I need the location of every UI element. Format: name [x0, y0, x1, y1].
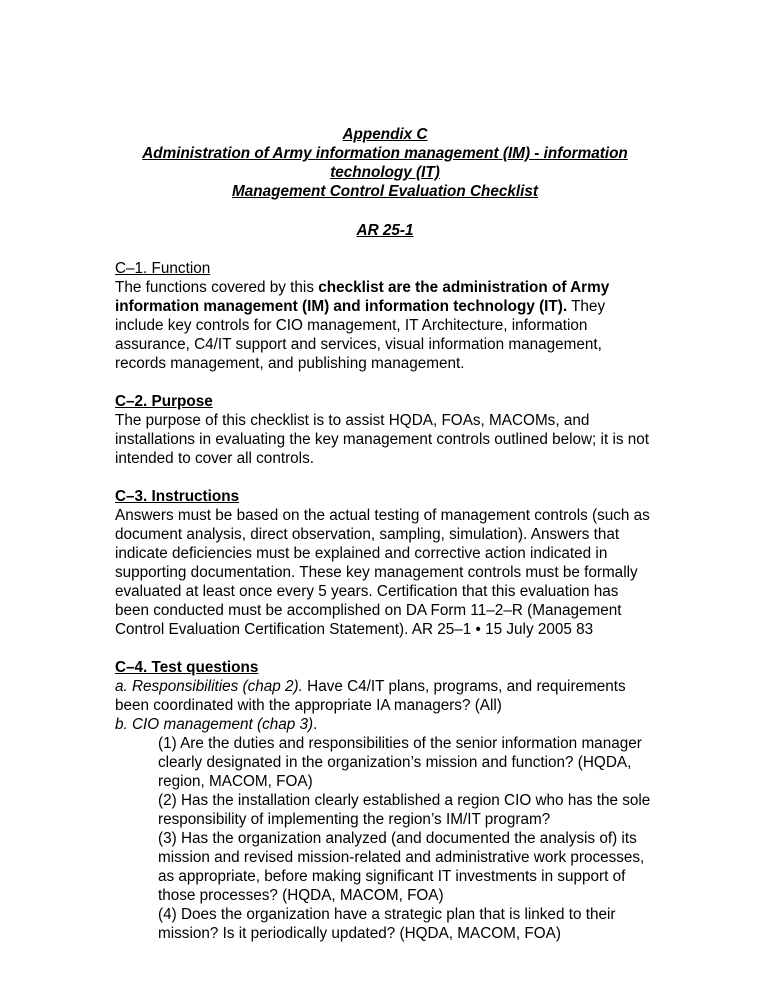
appendix-label: Appendix C: [342, 126, 428, 143]
title-line-1: Administration of Army information management (IM) - information: [142, 145, 628, 162]
section-purpose: [115, 392, 655, 468]
title-block: [115, 125, 655, 201]
section-heading: C–4. Test questions: [115, 659, 259, 676]
question-b-items: [158, 734, 655, 943]
section-test-questions: [115, 658, 655, 943]
section-function: [115, 259, 655, 373]
section-body: The functions covered by this checklist are the administration of Army information management (IM) and information technology (IT). They include key controls for CIO management, IT Architecture, information assurance, C4/IT support and services, visual information management, records management, and publishing management.: [115, 279, 610, 372]
title-line-2: technology (IT): [330, 164, 440, 181]
title-line-3: Management Control Evaluation Checklist: [232, 183, 538, 200]
section-body: The purpose of this checklist is to assist HQDA, FOAs, MACOMs, and installations in evaluating the key management controls outlined below; it is not intended to cover all controls.: [115, 412, 650, 467]
list-item: (3) Has the organization analyzed (and documented the analysis of) its mission and revised mission-related and administrative work processes, as appropriate, before making significant IT investments in support of those processes? (HQDA, MACOM, FOA): [158, 830, 645, 904]
question-b: b. CIO management (chap 3).: [115, 716, 318, 733]
regulation-number: AR 25-1: [356, 222, 414, 239]
section-heading: C–1. Function: [115, 260, 211, 277]
document-page: [115, 125, 655, 943]
section-heading: C–3. Instructions: [115, 488, 240, 505]
question-a: a. Responsibilities (chap 2). Have C4/IT plans, programs, and requirements been coordinated with the appropriate IA managers? (All): [115, 678, 626, 714]
section-body: Answers must be based on the actual testing of management controls (such as document analysis, direct observation, sampling, simulation). Answers that indicate deficiencies must be explained and corrective action indicated in supporting documentation. These key management controls must be formally evaluated at least once every 5 years. Certification that this evaluation has been conducted must be accomplished on DA Form 11–2–R (Management Control Evaluation Certification Statement). AR 25–1 • 15 July 2005 83: [115, 507, 650, 638]
section-instructions: [115, 487, 655, 639]
list-item: (4) Does the organization have a strategic plan that is linked to their mission? Is it periodically updated? (HQDA, MACOM, FOA): [158, 906, 616, 942]
list-item: (1) Are the duties and responsibilities of the senior information manager clearly designated in the organization’s mission and function? (HQDA, region, MACOM, FOA): [158, 735, 642, 790]
list-item: (2) Has the installation clearly established a region CIO who has the sole responsibility of implementing the region’s IM/IT program?: [158, 792, 651, 828]
section-heading: C–2. Purpose: [115, 393, 213, 410]
